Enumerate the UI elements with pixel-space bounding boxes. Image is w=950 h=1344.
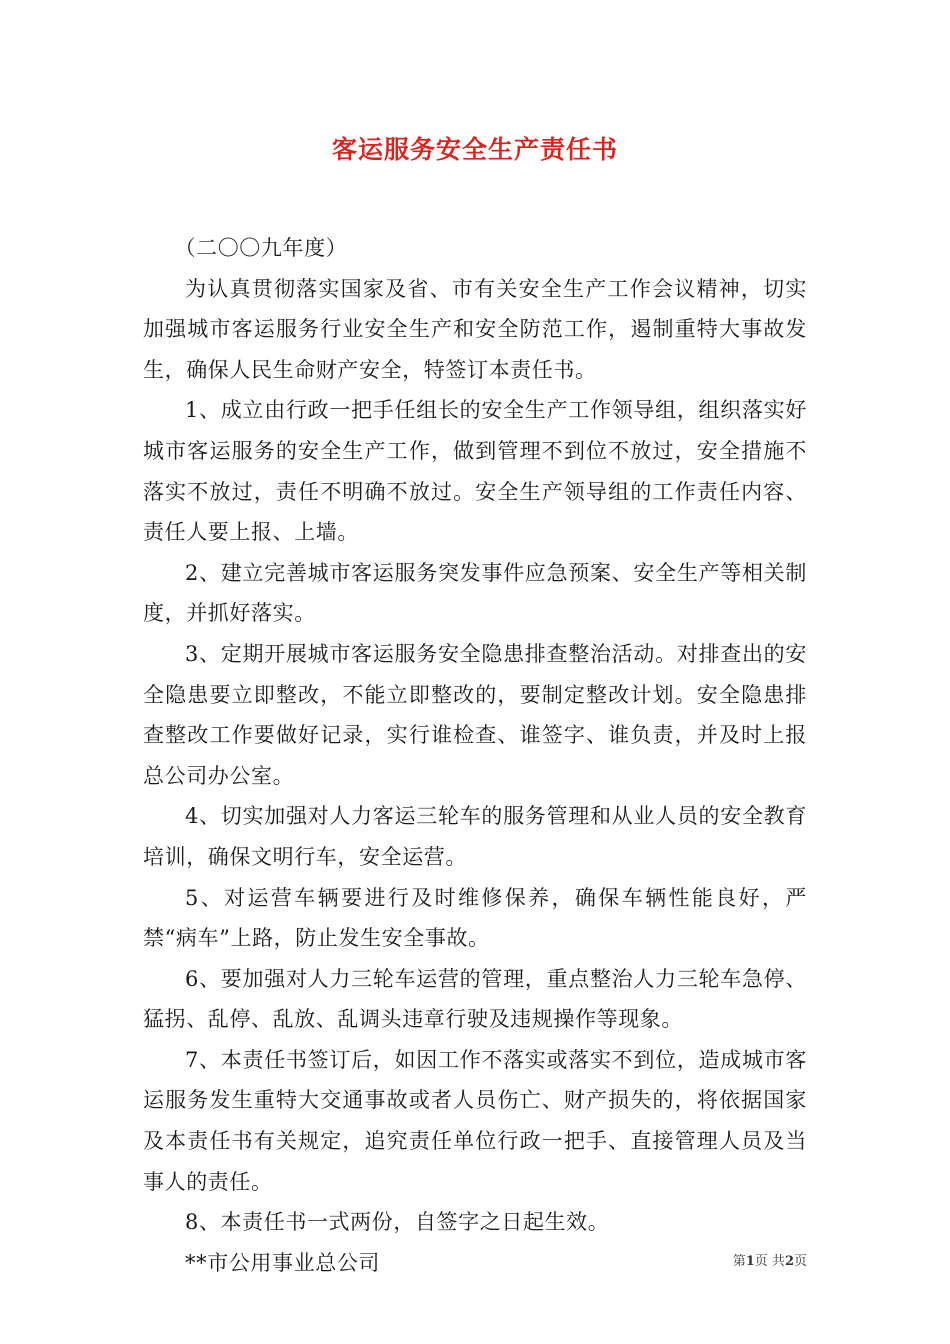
intro-paragraph: 为认真贯彻落实国家及省、市有关安全生产工作会议精神，切实加强城市客运服务行业安全生产和安全防范工作，遏制重特大事故发生，确保人民生命财产安全，特签订本责任书。 (143, 276, 807, 382)
clause-3: 3、定期开展城市客运服务安全隐患排查整治活动。对排查出的安全隐患要立即整改，不能立即整改的，要制定整改计划。安全隐患排查整改工作要做好记录，实行谁检查、谁签字、谁负责，并及时上报总公司办公室。 (143, 641, 807, 788)
document-body (143, 228, 807, 1283)
clause-4: 4、切实加强对人力客运三轮车的服务管理和从业人员的安全教育培训，确保文明行车，安全运营。 (143, 804, 807, 869)
clause-1: 1、成立由行政一把手任组长的安全生产工作领导组，组织落实好城市客运服务的安全生产工作，做到管理不到位不放过，安全措施不落实不放过，责任不明确不放过。安全生产领导组的工作责任内容、责任人要上报、上墙。 (143, 398, 807, 545)
clause-7: 7、本责任书签订后，如因工作不落实或落实不到位，造成城市客运服务发生重特大交通事故或者人员伤亡、财产损失的，将依据国家及本责任书有关规定，追究责任单位行政一把手、直接管理人员及当事人的责任。 (143, 1047, 807, 1194)
clause-2: 2、建立完善城市客运服务突发事件应急预案、安全生产等相关制度，并抓好落实。 (143, 560, 807, 626)
page-number-footer (733, 1250, 807, 1269)
clause-8: 8、本责任书一式两份，自签字之日起生效。 (185, 1210, 610, 1235)
document-title: 客运服务安全生产责任书 (331, 135, 618, 164)
signatory: **市公用事业总公司 (185, 1250, 380, 1275)
current-page-number: 1 (745, 1254, 755, 1269)
clause-5: 5、对运营车辆要进行及时维修保养，确保车辆性能良好，严禁“病车”上路，防止发生安全事故。 (143, 885, 807, 951)
footer-suffix: 页 (793, 1254, 807, 1269)
total-page-number: 2 (784, 1254, 794, 1269)
clause-6: 6、要加强对人力三轮车运营的管理，重点整治人力三轮车急停、猛拐、乱停、乱放、乱调头违章行驶及违规操作等现象。 (143, 966, 807, 1032)
footer-prefix: 第 (732, 1254, 746, 1269)
year-line: （二〇〇九年度） (174, 236, 348, 260)
footer-middle: 页 共 (754, 1254, 785, 1269)
